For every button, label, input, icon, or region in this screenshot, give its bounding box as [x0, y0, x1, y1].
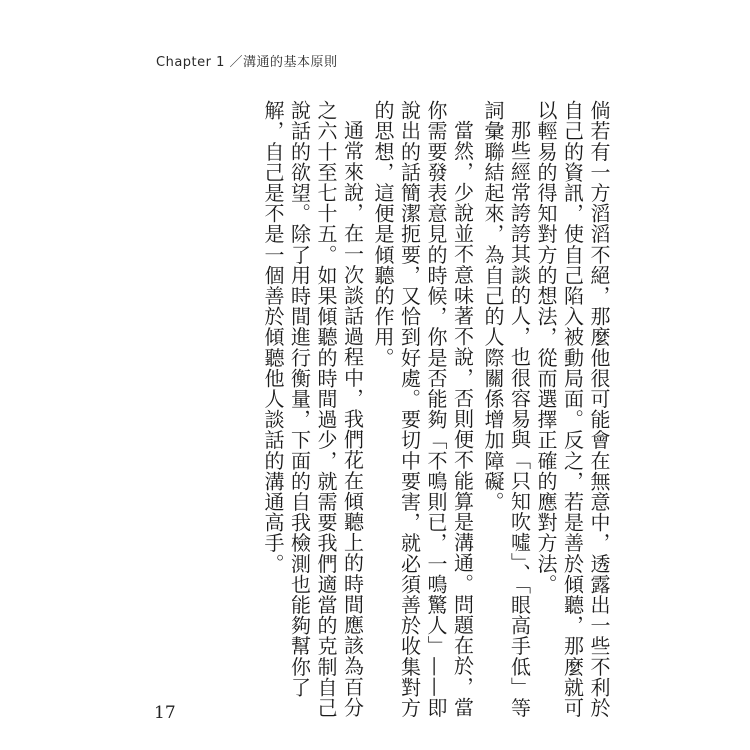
body-text [182, 100, 612, 720]
paragraph-1: 倘若有一方滔滔不絕，那麼他很可能會在無意中，透露出一些不利於自己的資訊，使自己陷入被動局面。反之，若是善於傾聽，那麼就可以輕易的得知對方的想法，從而選擇正確的應對方法。 [534, 100, 611, 718]
paragraph-3: 當然，少說並不意味著不說，否則便不能算是溝通。問題在於，當你需要發表意見的時候，你是否能夠「不鳴則已，一鳴驚人」——即說出的話簡潔扼要，又恰到好處。要切中要害，就必須善於收集對方的思想，這便是傾聽的作用。 [371, 100, 475, 718]
page-number: 17 [154, 703, 176, 723]
chapter-header: Chapter 1 ／溝通的基本原則 [156, 55, 338, 70]
paragraph-4: 通常來說，在一次談話過程中，我們花在傾聽上的時間應該為百分之六十至七十五。如果傾聽的時間過少，就需要我們適當的克制自己說話的欲望。除了用時間進行衡量，下面的自我檢測也能夠幫你了解，自己是不是一個善於傾聽他人談話的溝通高手。 [261, 100, 365, 718]
paragraph-2: 那些經常誇誇其談的人，也很容易與「只知吹噓」、「眼高手低」等詞彙聯結起來，為自己的人際關係增加障礙。 [481, 100, 532, 718]
